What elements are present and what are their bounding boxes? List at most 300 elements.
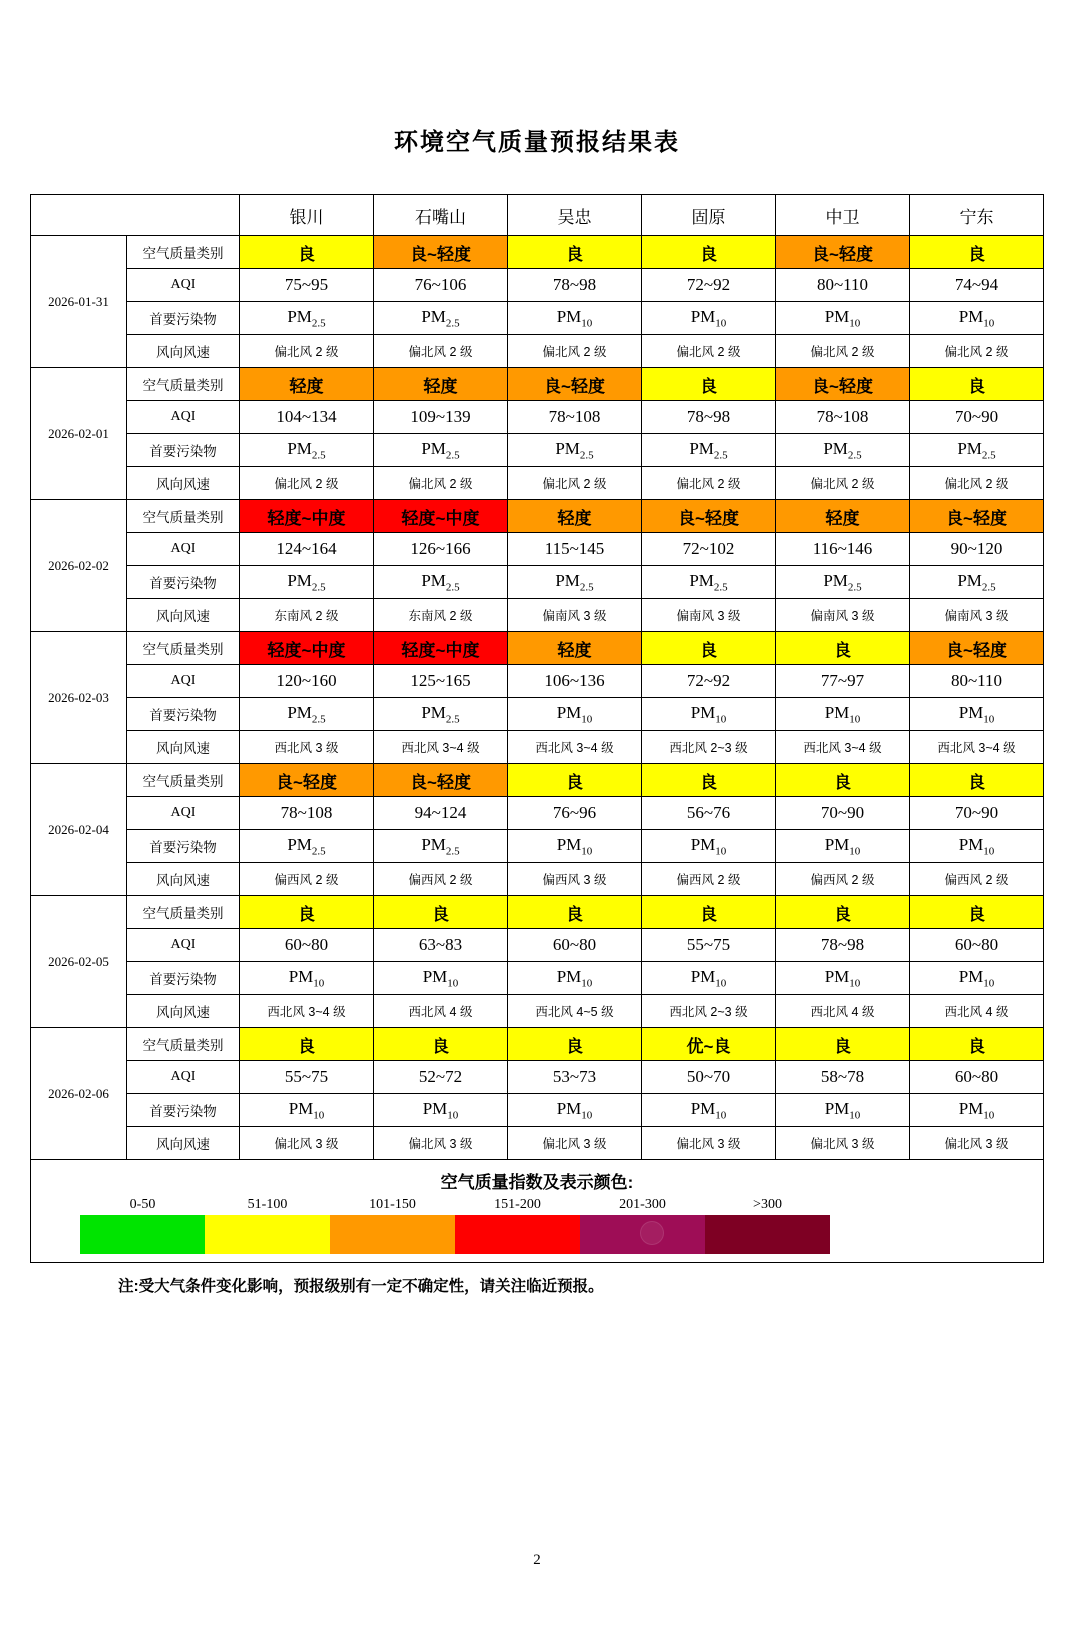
category-cell: 良 (240, 1028, 374, 1061)
legend-color-swatch (455, 1215, 580, 1254)
pollutant-subscript: 10 (313, 977, 325, 990)
city-header: 宁东 (910, 195, 1044, 236)
aqi-cell: 78~108 (508, 401, 642, 434)
corner-cell (31, 195, 240, 236)
aqi-cell: 78~108 (240, 797, 374, 830)
category-cell: 轻度 (508, 500, 642, 533)
pollutant-cell: $PM_{10}$ (910, 962, 1044, 995)
pollutant-cell: $PM_{2.5}$ (508, 566, 642, 599)
pollutant-cell: $PM_{10}$ (642, 1094, 776, 1127)
aqi-cell: 115~145 (508, 533, 642, 566)
wind-cell: 偏北风 2 级 (910, 335, 1044, 368)
legend-color-swatch (205, 1215, 330, 1254)
row-label-category: 空气质量类别 (127, 236, 240, 269)
row-label-category: 空气质量类别 (127, 896, 240, 929)
forecast-disclaimer-note: 注:受大气条件变化影响，预报级别有一定不确定性，请关注临近预报。 (118, 1278, 604, 1295)
category-cell: 良 (642, 236, 776, 269)
category-cell: 良 (508, 896, 642, 929)
pollutant-subscript: 10 (715, 1109, 727, 1122)
wind-row (31, 467, 1044, 500)
forecast-table (30, 194, 1044, 1263)
aqi-cell: 78~108 (776, 401, 910, 434)
legend-color-swatch (580, 1215, 705, 1254)
wind-cell: 偏西风 2 级 (776, 863, 910, 896)
category-cell: 良 (776, 764, 910, 797)
city-header: 固原 (642, 195, 776, 236)
row-label-pollutant: 首要污染物 (127, 1094, 240, 1127)
aqi-cell: 72~92 (642, 269, 776, 302)
wind-cell: 偏北风 3 级 (508, 1127, 642, 1160)
page-title: 环境空气质量预报结果表 (394, 130, 680, 156)
city-header: 中卫 (776, 195, 910, 236)
page-number: 2 (533, 1552, 541, 1568)
category-cell: 良 (642, 764, 776, 797)
pollutant-cell: $PM_{2.5}$ (374, 566, 508, 599)
legend-range-label: 201-300 (619, 1197, 666, 1212)
wind-cell: 偏北风 2 级 (776, 467, 910, 500)
pollutant-cell: $PM_{10}$ (508, 830, 642, 863)
row-label-pollutant: 首要污染物 (127, 434, 240, 467)
pollutant-row (31, 434, 1044, 467)
aqi-cell: 60~80 (910, 929, 1044, 962)
pollutant-cell: $PM_{2.5}$ (374, 302, 508, 335)
wind-cell: 偏西风 2 级 (910, 863, 1044, 896)
category-row (31, 236, 1044, 269)
category-row (31, 764, 1044, 797)
pollutant-subscript: 10 (313, 1109, 325, 1122)
category-cell: 轻度 (240, 368, 374, 401)
aqi-cell: 50~70 (642, 1061, 776, 1094)
legend-item (705, 1194, 830, 1254)
legend-item (330, 1194, 455, 1254)
row-label-category: 空气质量类别 (127, 368, 240, 401)
wind-cell: 西北风 3~4 级 (910, 731, 1044, 764)
category-cell: 良~轻度 (374, 764, 508, 797)
pollutant-subscript: 10 (983, 977, 995, 990)
row-label-aqi: AQI (127, 269, 240, 302)
pollutant-cell: $PM_{10}$ (910, 698, 1044, 731)
pollutant-subscript: 2.5 (445, 581, 460, 594)
wind-row (31, 1127, 1044, 1160)
aqi-row (31, 929, 1044, 962)
legend-color-swatch (705, 1215, 830, 1254)
legend-strip (80, 1194, 1043, 1254)
aqi-cell: 77~97 (776, 665, 910, 698)
wind-row (31, 995, 1044, 1028)
wind-cell: 东南风 2 级 (374, 599, 508, 632)
aqi-cell: 116~146 (776, 533, 910, 566)
pollutant-cell: $PM_{2.5}$ (642, 434, 776, 467)
legend-range-label: >300 (753, 1197, 782, 1212)
aqi-cell: 72~102 (642, 533, 776, 566)
pollutant-subscript: 10 (849, 317, 861, 330)
pollutant-row (31, 1094, 1044, 1127)
aqi-cell: 80~110 (776, 269, 910, 302)
aqi-cell: 90~120 (910, 533, 1044, 566)
wind-cell: 偏北风 2 级 (642, 335, 776, 368)
pollutant-cell: $PM_{2.5}$ (240, 698, 374, 731)
aqi-cell: 58~78 (776, 1061, 910, 1094)
row-label-aqi: AQI (127, 797, 240, 830)
pollutant-subscript: 2.5 (445, 449, 460, 462)
aqi-row (31, 797, 1044, 830)
pollutant-subscript: 2.5 (445, 713, 460, 726)
row-label-aqi: AQI (127, 401, 240, 434)
category-cell: 良 (910, 1028, 1044, 1061)
pollutant-cell: $PM_{10}$ (508, 962, 642, 995)
pollutant-subscript: 10 (983, 317, 995, 330)
aqi-cell: 52~72 (374, 1061, 508, 1094)
category-cell: 良 (910, 236, 1044, 269)
pollutant-subscript: 2.5 (311, 581, 326, 594)
pollutant-cell: $PM_{10}$ (910, 1094, 1044, 1127)
aqi-cell: 70~90 (910, 797, 1044, 830)
pollutant-cell: $PM_{10}$ (374, 962, 508, 995)
pollutant-cell: $PM_{10}$ (776, 962, 910, 995)
pollutant-cell: $PM_{10}$ (910, 830, 1044, 863)
pollutant-subscript: 10 (849, 845, 861, 858)
row-label-pollutant: 首要污染物 (127, 830, 240, 863)
city-header: 银川 (240, 195, 374, 236)
pollutant-cell: $PM_{2.5}$ (240, 434, 374, 467)
pollutant-subscript: 2.5 (311, 317, 326, 330)
wind-row (31, 335, 1044, 368)
pollutant-cell: $PM_{2.5}$ (240, 302, 374, 335)
category-cell: 轻度~中度 (240, 500, 374, 533)
row-label-wind: 风向风速 (127, 335, 240, 368)
aqi-cell: 78~98 (776, 929, 910, 962)
pollutant-subscript: 10 (983, 713, 995, 726)
category-cell: 良 (642, 896, 776, 929)
row-label-category: 空气质量类别 (127, 764, 240, 797)
pollutant-subscript: 10 (849, 977, 861, 990)
date-cell: 2026-02-02 (31, 500, 127, 632)
wind-cell: 东南风 2 级 (240, 599, 374, 632)
pollutant-cell: $PM_{10}$ (642, 302, 776, 335)
aqi-cell: 60~80 (240, 929, 374, 962)
forecast-table-body (31, 195, 1044, 1160)
wind-row (31, 731, 1044, 764)
category-cell: 良~轻度 (910, 632, 1044, 665)
pollutant-cell: $PM_{2.5}$ (776, 566, 910, 599)
pollutant-cell: $PM_{10}$ (508, 302, 642, 335)
category-cell: 良 (240, 236, 374, 269)
wind-cell: 西北风 4 级 (374, 995, 508, 1028)
row-label-wind: 风向风速 (127, 467, 240, 500)
wind-cell: 西北风 3 级 (240, 731, 374, 764)
category-cell: 良~轻度 (642, 500, 776, 533)
wind-cell: 偏北风 2 级 (910, 467, 1044, 500)
row-label-pollutant: 首要污染物 (127, 698, 240, 731)
category-cell: 良 (776, 896, 910, 929)
wind-cell: 西北风 4 级 (776, 995, 910, 1028)
category-cell: 良 (776, 632, 910, 665)
aqi-row (31, 1061, 1044, 1094)
wind-cell: 西北风 3~4 级 (240, 995, 374, 1028)
category-cell: 良~轻度 (776, 368, 910, 401)
pollutant-subscript: 10 (715, 977, 727, 990)
aqi-cell: 72~92 (642, 665, 776, 698)
row-label-pollutant: 首要污染物 (127, 566, 240, 599)
category-cell: 良~轻度 (240, 764, 374, 797)
aqi-cell: 78~98 (508, 269, 642, 302)
row-label-wind: 风向风速 (127, 995, 240, 1028)
aqi-cell: 63~83 (374, 929, 508, 962)
pollutant-row (31, 830, 1044, 863)
aqi-cell: 56~76 (642, 797, 776, 830)
pollutant-subscript: 2.5 (311, 845, 326, 858)
aqi-cell: 70~90 (776, 797, 910, 830)
wind-cell: 偏北风 2 级 (374, 335, 508, 368)
legend-color-swatch (330, 1215, 455, 1254)
aqi-legend (31, 1160, 1044, 1263)
date-cell: 2026-02-03 (31, 632, 127, 764)
row-label-category: 空气质量类别 (127, 1028, 240, 1061)
aqi-cell: 78~98 (642, 401, 776, 434)
category-cell: 轻度~中度 (374, 500, 508, 533)
category-cell: 良~轻度 (776, 236, 910, 269)
city-header: 吴忠 (508, 195, 642, 236)
category-cell: 良 (910, 368, 1044, 401)
wind-row (31, 863, 1044, 896)
pollutant-cell: $PM_{2.5}$ (508, 434, 642, 467)
pollutant-cell: $PM_{2.5}$ (910, 434, 1044, 467)
pollutant-cell: $PM_{10}$ (642, 698, 776, 731)
pollutant-subscript: 2.5 (579, 581, 594, 594)
legend-item (455, 1194, 580, 1254)
wind-cell: 偏北风 2 级 (240, 467, 374, 500)
category-cell: 良~轻度 (374, 236, 508, 269)
aqi-row (31, 533, 1044, 566)
category-row (31, 1028, 1044, 1061)
category-cell: 良 (508, 764, 642, 797)
aqi-cell: 124~164 (240, 533, 374, 566)
pollutant-cell: $PM_{10}$ (642, 962, 776, 995)
category-cell: 良~轻度 (910, 500, 1044, 533)
category-cell: 优~良 (642, 1028, 776, 1061)
pollutant-subscript: 10 (581, 713, 593, 726)
category-cell: 良~轻度 (508, 368, 642, 401)
row-label-category: 空气质量类别 (127, 632, 240, 665)
pollutant-cell: $PM_{2.5}$ (776, 434, 910, 467)
aqi-row (31, 269, 1044, 302)
row-label-wind: 风向风速 (127, 599, 240, 632)
category-cell: 良 (910, 896, 1044, 929)
wind-cell: 偏北风 2 级 (508, 335, 642, 368)
aqi-cell: 106~136 (508, 665, 642, 698)
aqi-row (31, 401, 1044, 434)
pollutant-cell: $PM_{10}$ (508, 1094, 642, 1127)
aqi-cell: 60~80 (910, 1061, 1044, 1094)
wind-cell: 西北风 4~5 级 (508, 995, 642, 1028)
pollutant-subscript: 2.5 (981, 449, 996, 462)
wind-cell: 西北风 3~4 级 (508, 731, 642, 764)
row-label-wind: 风向风速 (127, 1127, 240, 1160)
legend-range-label: 51-100 (247, 1197, 288, 1212)
pollutant-cell: $PM_{2.5}$ (374, 830, 508, 863)
legend-item (205, 1194, 330, 1254)
category-cell: 轻度 (374, 368, 508, 401)
row-label-aqi: AQI (127, 929, 240, 962)
category-cell: 良 (374, 896, 508, 929)
date-cell: 2026-02-06 (31, 1028, 127, 1160)
legend-item (580, 1194, 705, 1254)
category-cell: 良 (508, 236, 642, 269)
pollutant-row (31, 302, 1044, 335)
aqi-cell: 74~94 (910, 269, 1044, 302)
category-cell: 轻度~中度 (374, 632, 508, 665)
wind-cell: 偏西风 3 级 (508, 863, 642, 896)
pollutant-subscript: 10 (715, 317, 727, 330)
row-label-aqi: AQI (127, 533, 240, 566)
pollutant-cell: $PM_{2.5}$ (240, 830, 374, 863)
wind-cell: 偏北风 3 级 (910, 1127, 1044, 1160)
pollutant-subscript: 10 (447, 977, 459, 990)
pollutant-cell: $PM_{10}$ (240, 1094, 374, 1127)
wind-cell: 偏北风 2 级 (240, 335, 374, 368)
aqi-cell: 70~90 (910, 401, 1044, 434)
category-cell: 良 (240, 896, 374, 929)
aqi-cell: 80~110 (910, 665, 1044, 698)
pollutant-subscript: 10 (581, 845, 593, 858)
pollutant-subscript: 10 (447, 1109, 459, 1122)
category-row (31, 632, 1044, 665)
aqi-cell: 126~166 (374, 533, 508, 566)
wind-cell: 偏南风 3 级 (508, 599, 642, 632)
pollutant-subscript: 2.5 (981, 581, 996, 594)
pollutant-subscript: 10 (715, 713, 727, 726)
city-header-row (31, 195, 1044, 236)
pollutant-cell: $PM_{10}$ (642, 830, 776, 863)
pollutant-subscript: 2.5 (713, 449, 728, 462)
category-cell: 良 (374, 1028, 508, 1061)
wind-cell: 偏北风 3 级 (240, 1127, 374, 1160)
wind-cell: 偏北风 2 级 (776, 335, 910, 368)
pollutant-row (31, 698, 1044, 731)
wind-cell: 偏南风 3 级 (776, 599, 910, 632)
row-label-wind: 风向风速 (127, 731, 240, 764)
aqi-cell: 109~139 (374, 401, 508, 434)
pollutant-cell: $PM_{2.5}$ (374, 434, 508, 467)
pollutant-subscript: 2.5 (847, 449, 862, 462)
pollutant-subscript: 10 (581, 977, 593, 990)
pollutant-cell: $PM_{2.5}$ (642, 566, 776, 599)
wind-cell: 西北风 4 级 (910, 995, 1044, 1028)
pollutant-subscript: 10 (983, 845, 995, 858)
aqi-cell: 94~124 (374, 797, 508, 830)
pollutant-cell: $PM_{10}$ (240, 962, 374, 995)
city-header: 石嘴山 (374, 195, 508, 236)
wind-cell: 西北风 2~3 级 (642, 731, 776, 764)
aqi-row (31, 665, 1044, 698)
category-cell: 良 (776, 1028, 910, 1061)
pollutant-subscript: 10 (581, 1109, 593, 1122)
legend-range-label: 101-150 (369, 1197, 416, 1212)
legend-range-label: 151-200 (494, 1197, 541, 1212)
date-cell: 2026-01-31 (31, 236, 127, 368)
category-row (31, 896, 1044, 929)
pollutant-subscript: 10 (849, 1109, 861, 1122)
pollutant-cell: $PM_{10}$ (776, 1094, 910, 1127)
wind-cell: 西北风 2~3 级 (642, 995, 776, 1028)
legend-section (31, 1160, 1044, 1263)
category-cell: 良 (642, 368, 776, 401)
aqi-cell: 55~75 (642, 929, 776, 962)
pollutant-subscript: 10 (983, 1109, 995, 1122)
wind-cell: 偏南风 3 级 (642, 599, 776, 632)
wind-cell: 偏北风 3 级 (776, 1127, 910, 1160)
pollutant-row (31, 566, 1044, 599)
wind-cell: 偏北风 3 级 (374, 1127, 508, 1160)
wind-cell: 西北风 3~4 级 (374, 731, 508, 764)
category-cell: 良 (910, 764, 1044, 797)
pollutant-cell: $PM_{10}$ (374, 1094, 508, 1127)
pollutant-subscript: 2.5 (445, 317, 460, 330)
row-label-pollutant: 首要污染物 (127, 302, 240, 335)
legend-range-label: 0-50 (129, 1197, 156, 1212)
aqi-cell: 76~106 (374, 269, 508, 302)
pollutant-subscript: 10 (715, 845, 727, 858)
category-cell: 轻度~中度 (240, 632, 374, 665)
date-cell: 2026-02-01 (31, 368, 127, 500)
pollutant-cell: $PM_{10}$ (776, 302, 910, 335)
aqi-cell: 55~75 (240, 1061, 374, 1094)
pollutant-cell: $PM_{10}$ (508, 698, 642, 731)
pollutant-cell: $PM_{10}$ (776, 698, 910, 731)
category-cell: 轻度 (776, 500, 910, 533)
pollutant-cell: $PM_{2.5}$ (374, 698, 508, 731)
pollutant-subscript: 2.5 (445, 845, 460, 858)
row-label-category: 空气质量类别 (127, 500, 240, 533)
aqi-cell: 120~160 (240, 665, 374, 698)
pollutant-subscript: 10 (849, 713, 861, 726)
aqi-cell: 75~95 (240, 269, 374, 302)
legend-color-swatch (80, 1215, 205, 1254)
wind-cell: 偏北风 2 级 (374, 467, 508, 500)
wind-cell: 西北风 3~4 级 (776, 731, 910, 764)
aqi-cell: 104~134 (240, 401, 374, 434)
pollutant-cell: $PM_{2.5}$ (910, 566, 1044, 599)
row-label-aqi: AQI (127, 665, 240, 698)
pollutant-subscript: 10 (581, 317, 593, 330)
row-label-pollutant: 首要污染物 (127, 962, 240, 995)
row-label-wind: 风向风速 (127, 863, 240, 896)
row-label-aqi: AQI (127, 1061, 240, 1094)
wind-cell: 偏西风 2 级 (374, 863, 508, 896)
category-cell: 良 (642, 632, 776, 665)
pollutant-subscript: 2.5 (847, 581, 862, 594)
category-cell: 轻度 (508, 632, 642, 665)
pollutant-subscript: 2.5 (579, 449, 594, 462)
watermark-artifact (640, 1221, 664, 1245)
pollutant-cell: $PM_{10}$ (910, 302, 1044, 335)
pollutant-row (31, 962, 1044, 995)
wind-cell: 偏西风 2 级 (642, 863, 776, 896)
date-cell: 2026-02-04 (31, 764, 127, 896)
wind-row (31, 599, 1044, 632)
aqi-cell: 60~80 (508, 929, 642, 962)
pollutant-cell: $PM_{10}$ (776, 830, 910, 863)
aqi-cell: 125~165 (374, 665, 508, 698)
legend-item (80, 1194, 205, 1254)
legend-title: 空气质量指数及表示颜色: (440, 1173, 634, 1192)
wind-cell: 偏西风 2 级 (240, 863, 374, 896)
wind-cell: 偏北风 2 级 (642, 467, 776, 500)
date-cell: 2026-02-05 (31, 896, 127, 1028)
pollutant-subscript: 2.5 (311, 713, 326, 726)
wind-cell: 偏北风 2 级 (508, 467, 642, 500)
pollutant-subscript: 2.5 (311, 449, 326, 462)
